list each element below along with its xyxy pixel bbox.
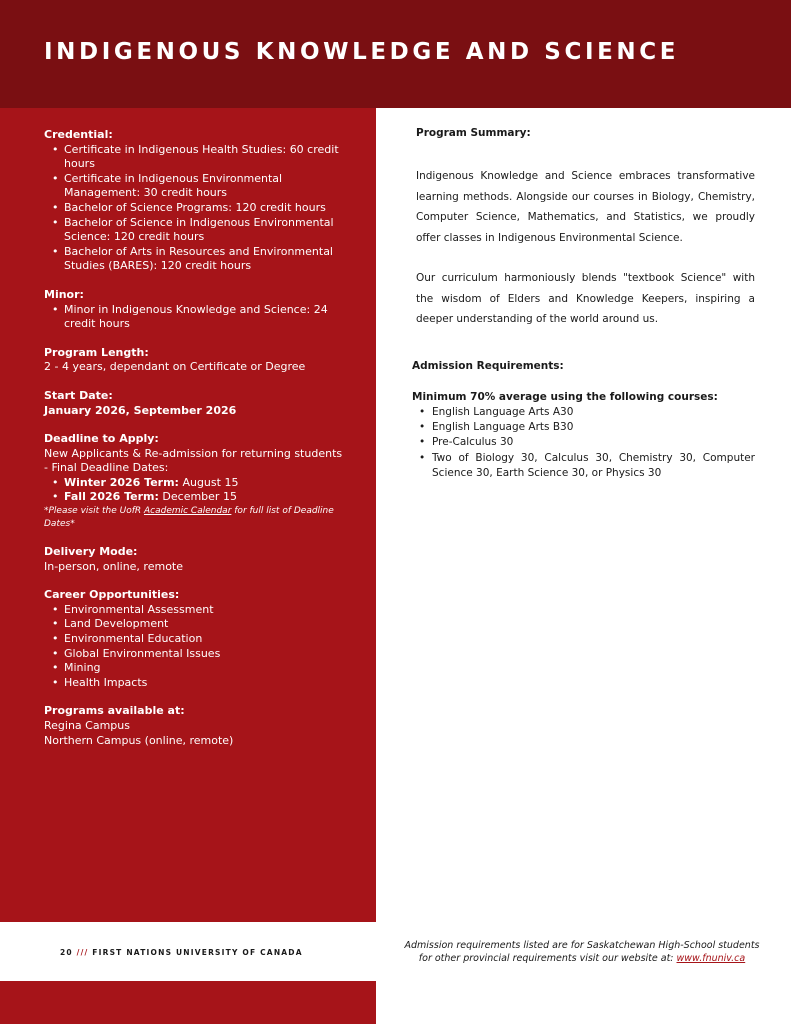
campus-line: Regina Campus <box>44 719 130 732</box>
page-header <box>0 0 791 108</box>
start-date-section <box>44 389 344 418</box>
list-item: • Minor in Indigenous Knowledge and Science: 24 credit hours <box>64 303 344 332</box>
start-date-heading: Start Date: <box>44 388 113 402</box>
course-list <box>412 405 755 482</box>
list-item: • Bachelor of Science Programs: 120 credit hours <box>64 201 344 216</box>
list-item <box>64 476 344 491</box>
deadline-date: December 15 <box>158 490 237 504</box>
delivery-heading: Delivery Mode: <box>44 545 138 559</box>
start-date-text: January 2026, September 2026 <box>44 403 237 417</box>
website-link[interactable]: www.fnuniv.ca <box>676 953 746 964</box>
academic-calendar-link[interactable]: Academic Calendar <box>143 506 232 517</box>
list-item: • Global Environmental Issues <box>64 647 344 662</box>
career-list <box>44 603 344 691</box>
list-item: • Environmental Education <box>64 632 344 647</box>
minor-list <box>44 303 344 332</box>
page-footer <box>60 948 303 957</box>
note-text: *Please visit the UofR <box>44 506 144 517</box>
list-item: • Bachelor of Arts in Resources and Environmental Studies (BARES): 120 credit hours <box>64 245 344 274</box>
list-item: • Certificate in Indigenous Environmental Management: 30 credit hours <box>64 172 344 201</box>
note-text: for full list of Deadline Dates* <box>44 506 334 530</box>
delivery-text: In-person, online, remote <box>44 559 184 573</box>
program-length-section <box>44 346 344 375</box>
admission-footnote <box>398 939 766 965</box>
list-item: • Bachelor of Science in Indigenous Environmental Science: 120 credit hours <box>64 216 344 245</box>
minimum-average-heading: Minimum 70% average using the following courses: <box>412 390 718 403</box>
summary-paragraph: Indigenous Knowledge and Science embraces transformative learning methods. Alongside our courses in Biology, Chemistry, Computer Science, Mathematics, and Statistics, we proudly offer classes in Indigenous Environmental Science. <box>416 170 755 244</box>
deadline-section <box>44 432 344 531</box>
credential-heading: Credential: <box>44 128 113 141</box>
footnote-text: Admission requirements listed are for Saskatchewan High-School students for other provincial requirements visit our website at: <box>404 940 760 964</box>
list-item: • Health Impacts <box>64 676 344 691</box>
minor-heading: Minor: <box>44 287 84 301</box>
list-item: • Pre-Calculus 30 <box>432 435 755 450</box>
program-length-text: 2 - 4 years, dependant on Certificate or Degree <box>44 360 306 374</box>
admission-heading: Admission Requirements: <box>412 359 564 372</box>
availability-section <box>44 704 344 748</box>
institution-name: FIRST NATIONS UNIVERSITY OF CANADA <box>92 948 303 957</box>
list-item: • Environmental Assessment <box>64 603 344 618</box>
campus-line: Northern Campus (online, remote) <box>44 733 234 747</box>
program-length-heading: Program Length: <box>44 345 149 359</box>
career-heading: Career Opportunities: <box>44 588 180 602</box>
availability-heading: Programs available at: <box>44 704 185 718</box>
program-summary-heading: Program Summary: <box>416 127 531 139</box>
list-item <box>64 490 344 505</box>
summary-paragraph: Our curriculum harmoniously blends "textbook Science" with the wisdom of Elders and Knowledge Keepers, inspiring a deeper understanding of the world around us. <box>416 272 755 325</box>
footer-separator: /// <box>76 948 89 957</box>
program-summary-column <box>412 126 755 482</box>
list-item: • Mining <box>64 661 344 676</box>
list-item: • English Language Arts B30 <box>432 420 755 435</box>
deadline-heading: Deadline to Apply: <box>44 432 159 446</box>
deadline-note <box>44 505 344 531</box>
program-details-panel <box>0 108 376 922</box>
deadline-text: New Applicants & Re-admission for returning students - Final Deadline Dates: <box>44 446 343 475</box>
list-item: • Certificate in Indigenous Health Studies: 60 credit hours <box>64 143 344 172</box>
deadline-term: Fall 2026 Term: <box>64 490 159 504</box>
deadline-date: August 15 <box>178 475 239 489</box>
page-title: INDIGENOUS KNOWLEDGE AND SCIENCE <box>44 39 680 65</box>
delivery-section <box>44 545 344 574</box>
career-section <box>44 588 344 690</box>
deadline-term: Winter 2026 Term: <box>64 475 179 489</box>
list-item: • English Language Arts A30 <box>432 405 755 420</box>
page-number: 20 <box>60 948 73 957</box>
list-item: • Land Development <box>64 617 344 632</box>
credential-section <box>44 128 344 274</box>
bottom-bar <box>0 981 376 1024</box>
credential-list <box>44 143 344 274</box>
list-item: • Two of Biology 30, Calculus 30, Chemistry 30, Computer Science 30, Earth Science 30, or Physics 30 <box>432 451 755 482</box>
deadline-list <box>44 476 344 505</box>
minor-section <box>44 288 344 332</box>
